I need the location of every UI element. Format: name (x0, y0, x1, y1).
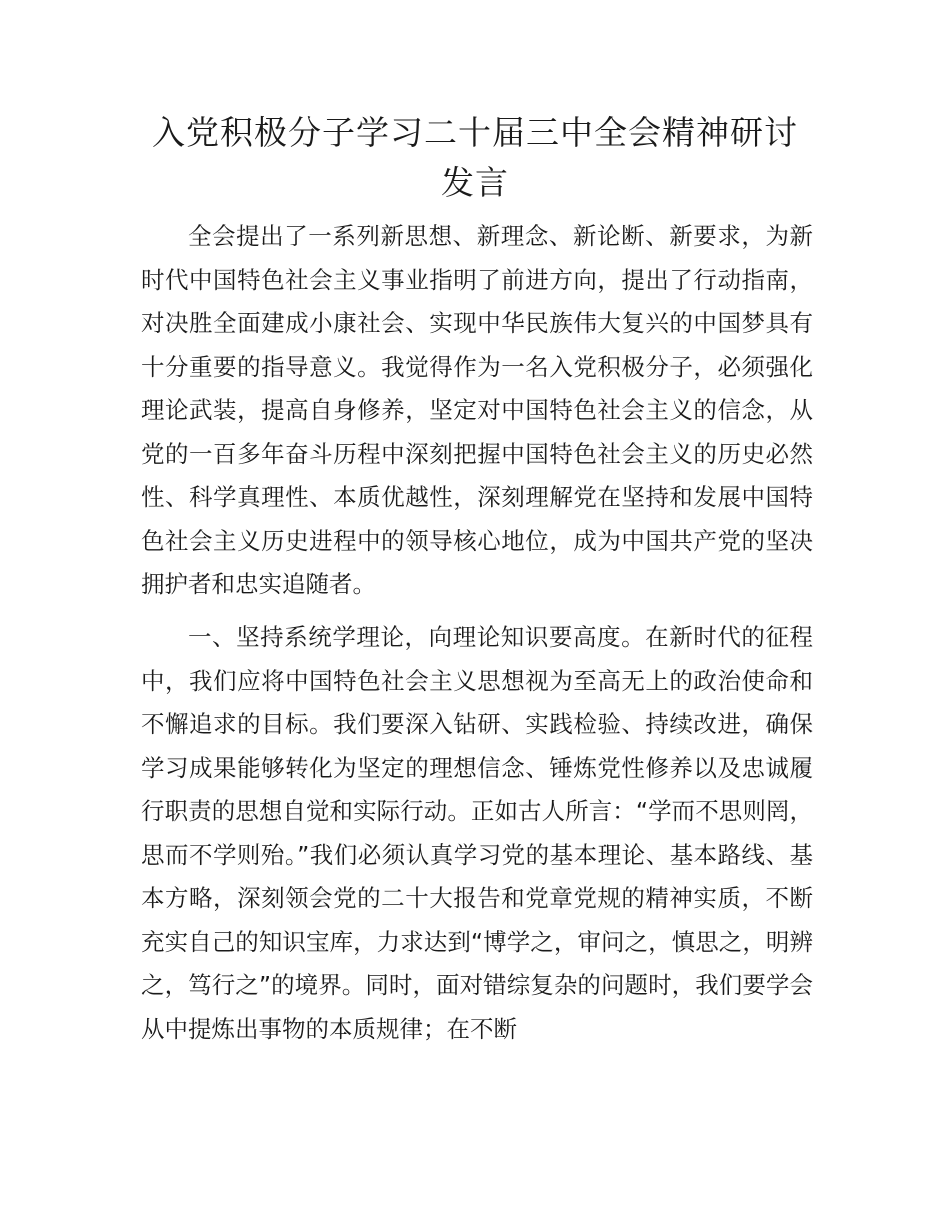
document-title: 入党积极分子学习二十届三中全会精神研讨发言 (152, 113, 798, 202)
paragraph-section-one: 一、坚持系统学理论，向理论知识要高度。在新时代的征程中，我们应将中国特色社会主义思想视为至高无上的政治使命和不懈追求的目标。我们要深入钻研、实践检验、持续改进，确保学习成果能够转化为坚定的理想信念、锤炼党性修养以及忠诚履行职责的思想自觉和实际行动。正如古人所言：“学而不思则罔，思而不学则殆。”我们必须认真学习党的基本理论、基本路线、基本方略，深刻领会党的二十大报告和党章党规的精神实质，不断充实自己的知识宝库，力求达到“博学之，审问之，慎思之，明辨之，笃行之”的境界。同时，面对错综复杂的问题时，我们要学会从中提炼出事物的本质规律；在不断 (141, 623, 813, 1043)
paragraph-intro: 全会提出了一系列新思想、新理念、新论断、新要求，为新时代中国特色社会主义事业指明了前进方向，提出了行动指南，对决胜全面建成小康社会、实现中华民族伟大复兴的中国梦具有十分重要的指导意义。我觉得作为一名入党积极分子，必须强化理论武装，提高自身修养，坚定对中国特色社会主义的信念，从党的一百多年奋斗历程中深刻把握中国特色社会主义的历史必然性、科学真理性、本质优越性，深刻理解党在坚持和发展中国特色社会主义历史进程中的领导核心地位，成为中国共产党的坚决拥护者和忠实追随者。 (141, 222, 813, 598)
